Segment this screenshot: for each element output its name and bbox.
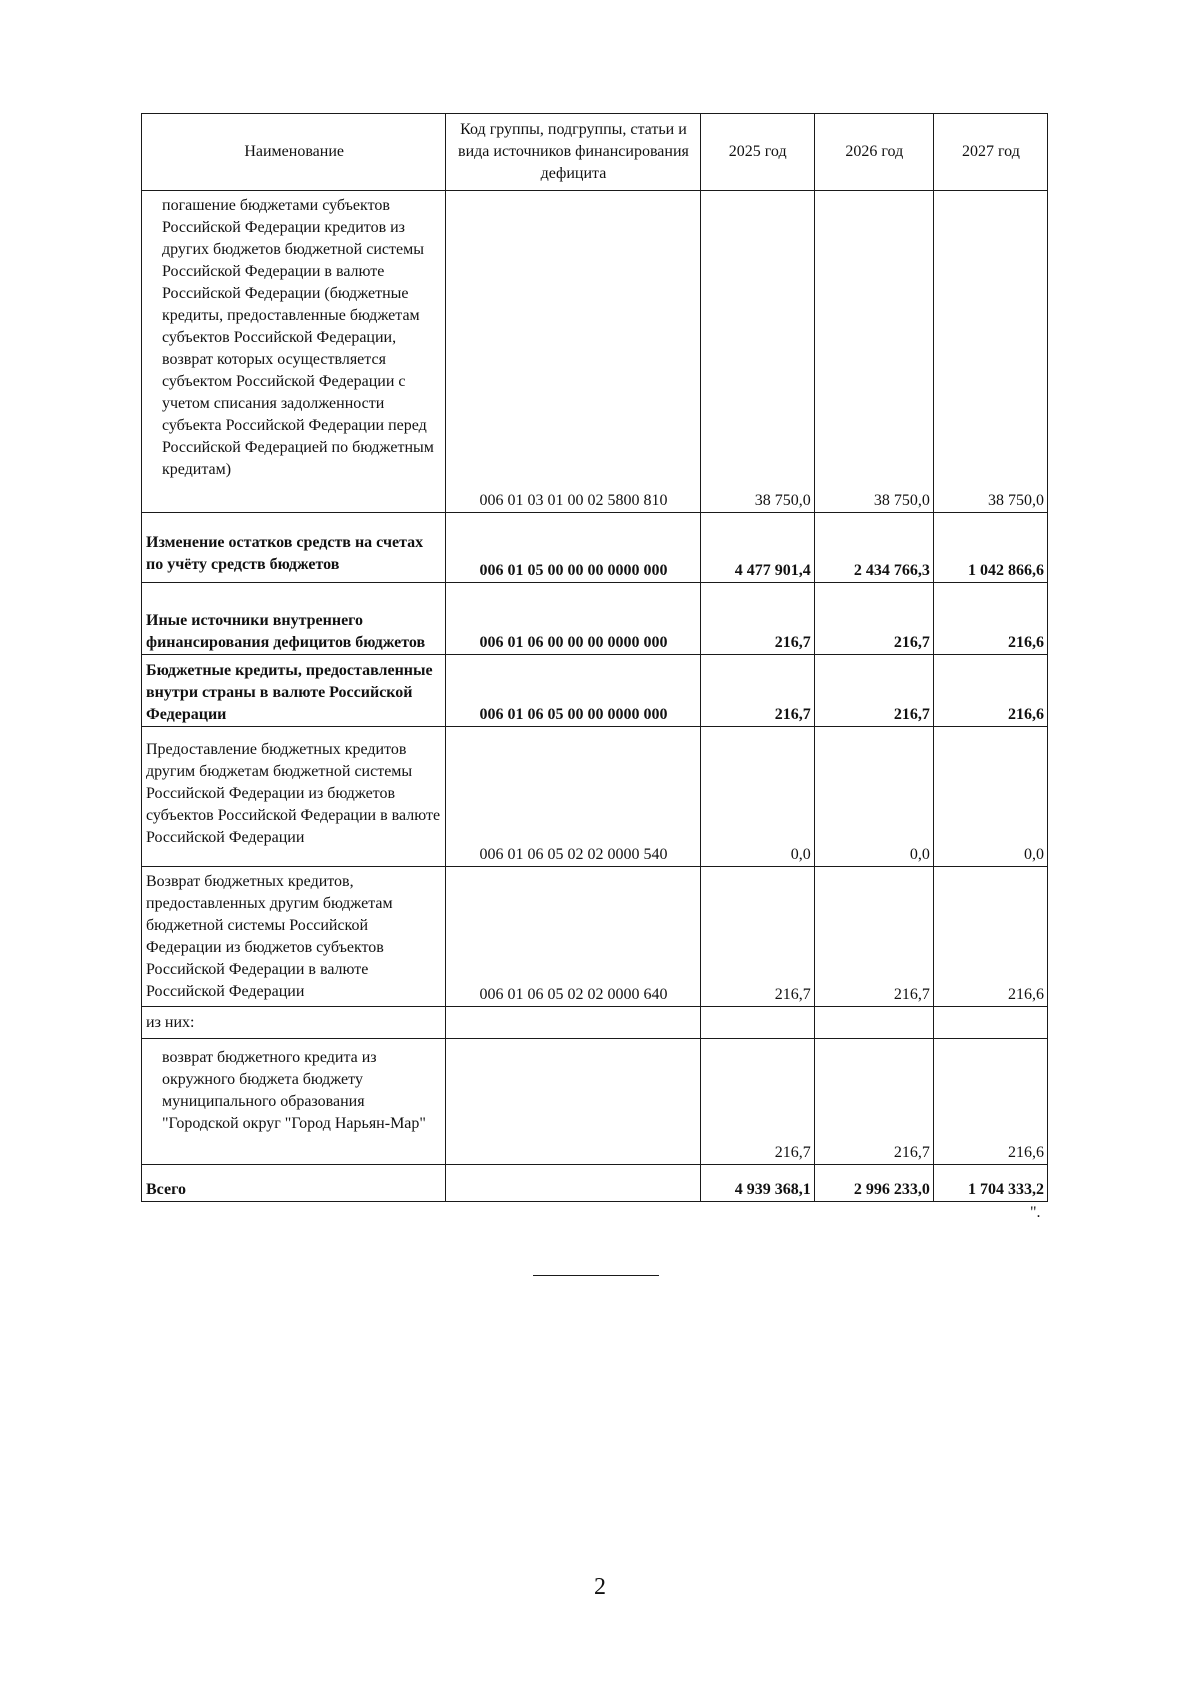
row-name: из них: xyxy=(142,1007,446,1039)
row-value-2025: 216,7 xyxy=(700,867,814,1007)
table-row xyxy=(142,513,1048,583)
row-name: Возврат бюджетных кредитов, предоставленных другим бюджетам бюджетной системы Российской Федерации из бюджетов субъектов Российской Федерации в валюте Российской Федерации xyxy=(142,867,446,1007)
row-value-2025: 0,0 xyxy=(700,727,814,867)
row-value-2025: 216,7 xyxy=(700,583,814,655)
row-name: погашение бюджетами субъектов Российской Федерации кредитов из других бюджетов бюджетной системы Российской Федерации в валюте Российской Федерации (бюджетные кредиты, предоставленные бюджетам субъектов Российской Федерации, возврат которых осуществляется субъектом Российской Федерации с учетом списания задолженности субъекта Российской Федерации перед Российской Федерацией по бюджетным кредитам) xyxy=(142,191,446,513)
row-value-2025 xyxy=(700,1007,814,1039)
row-value-2026: 216,7 xyxy=(814,1039,933,1165)
row-value-2026 xyxy=(814,1007,933,1039)
header-2025: 2025 год xyxy=(700,114,814,191)
row-value-2026: 0,0 xyxy=(814,727,933,867)
row-value-2027: 0,0 xyxy=(933,727,1047,867)
row-name: Иные источники внутреннего финансирования дефицитов бюджетов xyxy=(142,583,446,655)
row-value-2026: 2 996 233,0 xyxy=(814,1165,933,1202)
row-name: Изменение остатков средств на счетах по учёту средств бюджетов xyxy=(142,513,446,583)
row-value-2027: 216,6 xyxy=(933,867,1047,1007)
header-2026: 2026 год xyxy=(814,114,933,191)
table-row xyxy=(142,583,1048,655)
row-value-2027: 216,6 xyxy=(933,655,1047,727)
row-code xyxy=(446,1165,700,1202)
row-value-2026: 38 750,0 xyxy=(814,191,933,513)
row-name: Бюджетные кредиты, предоставленные внутри страны в валюте Российской Федерации xyxy=(142,655,446,727)
row-value-2027: 1 042 866,6 xyxy=(933,513,1047,583)
row-value-2025: 4 477 901,4 xyxy=(700,513,814,583)
row-value-2027: 38 750,0 xyxy=(933,191,1047,513)
row-value-2027 xyxy=(933,1007,1047,1039)
table-header-row xyxy=(142,114,1048,191)
page-number: 2 xyxy=(594,1574,606,1600)
table-row xyxy=(142,727,1048,867)
table-row xyxy=(142,655,1048,727)
row-name: возврат бюджетного кредита из окружного бюджета бюджету муниципального образования "Городской округ "Город Нарьян-Мар" xyxy=(142,1039,446,1165)
header-code: Код группы, подгруппы, статьи и вида источников финансирования дефицита xyxy=(446,114,700,191)
row-value-2026: 2 434 766,3 xyxy=(814,513,933,583)
table-row xyxy=(142,191,1048,513)
row-value-2025: 216,7 xyxy=(700,1039,814,1165)
row-code xyxy=(446,1039,700,1165)
row-code: 006 01 06 00 00 00 0000 000 xyxy=(446,583,700,655)
table-row-total xyxy=(142,1165,1048,1202)
row-value-2026: 216,7 xyxy=(814,867,933,1007)
row-value-2027: 216,6 xyxy=(933,583,1047,655)
row-code: 006 01 05 00 00 00 0000 000 xyxy=(446,513,700,583)
closing-quote-mark: ". xyxy=(1030,1204,1041,1221)
header-name: Наименование xyxy=(142,114,446,191)
row-code: 006 01 06 05 00 00 0000 000 xyxy=(446,655,700,727)
row-name: Предоставление бюджетных кредитов другим бюджетам бюджетной системы Российской Федерации из бюджетов субъектов Российской Федерации в валюте Российской Федерации xyxy=(142,727,446,867)
row-value-2027: 216,6 xyxy=(933,1039,1047,1165)
row-code xyxy=(446,1007,700,1039)
budget-sources-table xyxy=(141,113,1048,1202)
footer-divider xyxy=(533,1275,659,1276)
row-value-2026: 216,7 xyxy=(814,583,933,655)
row-value-2027: 1 704 333,2 xyxy=(933,1165,1047,1202)
row-value-2025: 4 939 368,1 xyxy=(700,1165,814,1202)
row-value-2025: 216,7 xyxy=(700,655,814,727)
row-name: Всего xyxy=(142,1165,446,1202)
row-code: 006 01 03 01 00 02 5800 810 xyxy=(446,191,700,513)
header-2027: 2027 год xyxy=(933,114,1047,191)
row-value-2026: 216,7 xyxy=(814,655,933,727)
row-code: 006 01 06 05 02 02 0000 640 xyxy=(446,867,700,1007)
table-row xyxy=(142,1007,1048,1039)
row-code: 006 01 06 05 02 02 0000 540 xyxy=(446,727,700,867)
table-row xyxy=(142,1039,1048,1165)
table-row xyxy=(142,867,1048,1007)
row-value-2025: 38 750,0 xyxy=(700,191,814,513)
